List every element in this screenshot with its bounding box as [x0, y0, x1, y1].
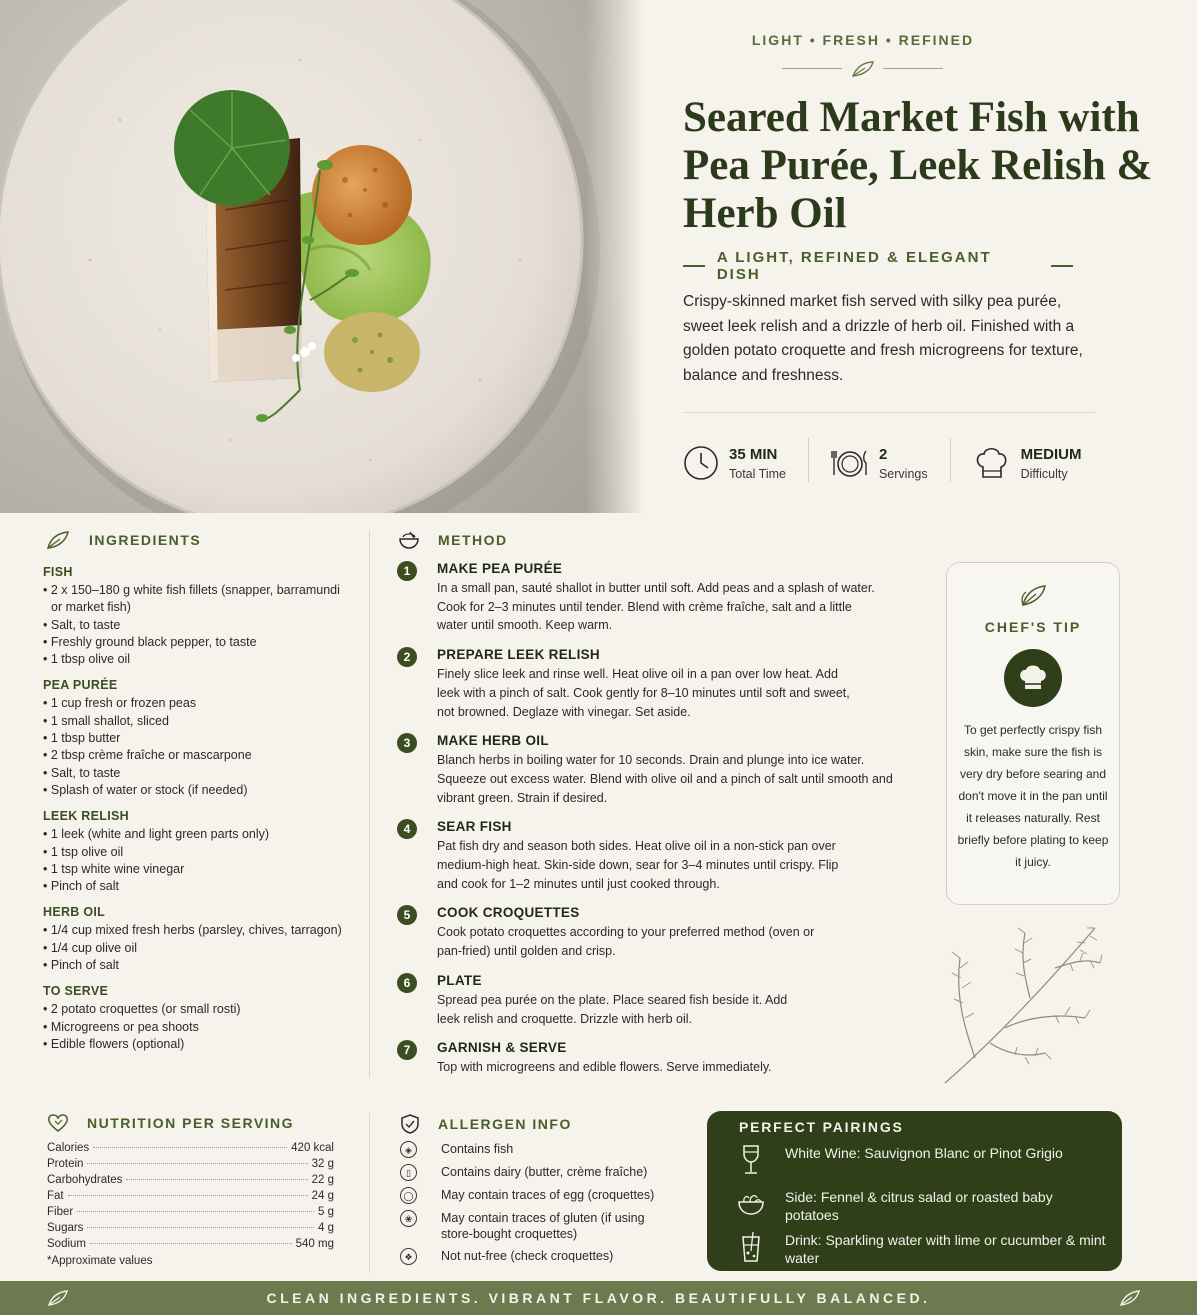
ingredient-group-leek-relish: LEEK RELISH • 1 leek (white and light green parts only) • 1 tsp olive oil • 1 tsp white wine vinegar • Pinch of salt: [43, 809, 353, 895]
method-steps: [397, 561, 907, 1089]
clock-icon: [683, 445, 719, 481]
list-item: • 1 small shallot, sliced: [43, 713, 353, 730]
list-item: ❖ Not nut-free (check croquettes): [400, 1248, 690, 1265]
leaf-icon: [45, 530, 71, 550]
list-item: • Edible flowers (optional): [43, 1036, 353, 1053]
chef-hat-icon: [1017, 663, 1049, 693]
list-item: • Splash of water or stock (if needed): [43, 782, 353, 799]
method-step: [397, 733, 907, 807]
list-item: • 1 tsp olive oil: [43, 844, 353, 861]
step-text: Blanch herbs in boiling water for 10 seconds. Drain and plunge into ice water. Squeeze out excess water. Blend with olive oil and a pinch of salt until smooth and vibrant green. Strain if desired.: [437, 753, 893, 805]
plated-fish-illustration: [0, 0, 645, 513]
leaf-icon: [851, 60, 875, 78]
list-item: • Salt, to taste: [43, 765, 353, 782]
step-text: In a small pan, sauté shallot in butter until soft. Add peas and a splash of water. Cook for 2–3 minutes until tender. Blend with crème fraîche, salt and a little water until smooth. Keep warm.: [437, 581, 875, 633]
step-title: PLATE: [437, 972, 482, 988]
list-item: • Pinch of salt: [43, 957, 353, 974]
heart-icon: [47, 1113, 69, 1133]
fish-icon: ◈: [400, 1141, 417, 1158]
dish-description: Crispy-skinned market fish served with silky pea purée, sweet leek relish and a drizzle of herb oil. Finished with a golden potato croquette and fresh microgreens for texture, balance and freshness.: [683, 293, 1083, 384]
list-item: • 1/4 cup mixed fresh herbs (parsley, chives, tarragon): [43, 922, 353, 939]
salad-bowl-icon: [737, 1188, 765, 1220]
list-item: • 2 x 150–180 g white fish fillets (snapper, barramundi or market fish): [43, 582, 353, 617]
divider: [782, 68, 842, 69]
nutrition-heading: NUTRITION PER SERVING: [47, 1113, 294, 1133]
table-row: Fat 24 g: [47, 1190, 334, 1202]
leaf-icon: [1119, 1289, 1141, 1307]
stat-servings: [831, 438, 928, 488]
step-title: MAKE PEA PURÉE: [437, 561, 563, 576]
page-title: Seared Market Fish with Pea Purée, Leek Relish & Herb Oil: [683, 94, 1153, 237]
stat-label: Servings: [878, 466, 928, 481]
hero-section: [0, 0, 1197, 513]
method-step: [397, 973, 907, 1028]
stat-value: MEDIUM: [1020, 445, 1082, 463]
divider: [883, 68, 943, 69]
table-row: Carbohydrates 22 g: [47, 1174, 334, 1186]
dish-photo: [0, 0, 645, 513]
stat-value: 2: [878, 445, 888, 463]
list-item: • 1 tsp white wine vinegar: [43, 861, 353, 878]
list-item: • 1 cup fresh or frozen peas: [43, 695, 353, 712]
method-step: [397, 819, 907, 893]
allergen-list: [400, 1141, 690, 1271]
method-step: [397, 561, 907, 635]
footer-banner: [0, 1281, 1197, 1315]
step-text: Cook potato croquettes according to your preferred method (oven or pan-fried) until golden and crisp.: [437, 925, 815, 959]
method-step: [397, 647, 907, 721]
step-number: 4: [397, 819, 417, 839]
nut-icon: ❖: [400, 1248, 417, 1265]
list-item: • 2 tbsp crème fraîche or mascarpone: [43, 747, 353, 764]
step-title: MAKE HERB OIL: [437, 733, 549, 749]
step-title: GARNISH & SERVE: [437, 1040, 567, 1056]
ingredient-group-herb-oil: HERB OIL • 1/4 cup mixed fresh herbs (parsley, chives, tarragon) • 1/4 cup olive oil • Pinch of salt: [43, 905, 353, 974]
pairing-item: White Wine: Sauvignon Blanc or Pinot Grigio: [737, 1144, 1107, 1176]
step-number: 1: [397, 561, 417, 581]
herb-sprig-illustration: [935, 918, 1105, 1088]
table-row: Protein 32 g: [47, 1158, 334, 1170]
allergen-heading: ALLERGEN INFO: [400, 1113, 572, 1135]
subtitle-text: A LIGHT, REFINED & ELEGANT DISH: [716, 249, 992, 283]
list-item: ◈ Contains fish: [400, 1141, 690, 1158]
list-item: ▯ Contains dairy (butter, crème fraîche): [400, 1164, 690, 1181]
chef-hat-badge: [1004, 649, 1062, 707]
stat-value: 35 MIN: [729, 445, 778, 463]
nutrition-table: [47, 1140, 334, 1267]
list-item: • 1 tbsp butter: [43, 730, 353, 747]
nutrition-note: *Approximate values: [47, 1255, 153, 1267]
pairing-item: Drink: Sparkling water with lime or cucumber & mint water: [737, 1231, 1107, 1267]
list-item: • Microgreens or pea shoots: [43, 1019, 353, 1036]
ingredient-group-fish: FISH • 2 x 150–180 g white fish fillets (snapper, barramundi or market fish) • Salt, to taste • Freshly ground black pepper, to taste • 1 tbsp olive oil: [43, 565, 353, 668]
method-heading: METHOD: [398, 530, 508, 550]
step-number: 6: [397, 973, 417, 993]
plate-icon: [831, 445, 869, 481]
footer-text: CLEAN INGREDIENTS. VIBRANT FLAVOR. BEAUTIFULLY BALANCED.: [266, 1290, 931, 1306]
step-text: Finely slice leek and rinse well. Heat olive oil in a pan over low heat. Add leek with a pinch of salt. Cook gently for 8–10 minutes until soft and sweet, not browned. Deglaze with vinegar. Set aside.: [437, 667, 850, 719]
stat-label: Total Time: [729, 466, 786, 481]
gluten-icon: ❀: [400, 1210, 417, 1227]
subtitle: [683, 249, 1073, 283]
step-title: COOK CROQUETTES: [437, 905, 580, 921]
stat-label: Difficulty: [1020, 466, 1068, 481]
divider: [369, 1113, 370, 1273]
dairy-icon: ▯: [400, 1164, 417, 1181]
chef-tip-card: [946, 562, 1120, 905]
divider: [683, 412, 1095, 413]
list-item: • 2 potato croquettes (or small rosti): [43, 1001, 353, 1018]
step-title: PREPARE LEEK RELISH: [437, 647, 600, 663]
step-text: Spread pea purée on the plate. Place seared fish beside it. Add leek relish and croquette. Drizzle with herb oil.: [437, 992, 788, 1026]
table-row: Calories 420 kcal: [47, 1142, 334, 1154]
step-text: Top with microgreens and edible flowers. Serve immediately.: [437, 1060, 772, 1075]
method-step: [397, 1040, 907, 1077]
egg-icon: ◯: [400, 1187, 417, 1204]
drink-glass-icon: [737, 1231, 765, 1263]
leaf-icon: [47, 1289, 69, 1307]
list-item: • 1/4 cup olive oil: [43, 940, 353, 957]
shield-icon: [400, 1113, 420, 1135]
step-text: Pat fish dry and season both sides. Heat olive oil in a non-stick pan over medium-high heat. Skin-side down, sear for 3–4 minutes until crispy. Flip and cook for 1–2 minutes until just cooked through.: [437, 839, 839, 891]
tagline: LIGHT • FRESH • REFINED: [751, 32, 975, 48]
table-row: Sodium 540 mg: [47, 1238, 334, 1250]
step-number: 3: [397, 733, 417, 753]
chef-tip-text: To get perfectly crispy fish skin, make sure the fish is very dry before searing and don't move it in the pan until it releases naturally. Rest briefly before plating to keep it juicy.: [957, 723, 1109, 869]
table-row: Fiber 5 g: [47, 1206, 334, 1218]
list-item: • Pinch of salt: [43, 878, 353, 895]
list-item: • 1 tbsp olive oil: [43, 651, 353, 668]
list-item: • Salt, to taste: [43, 617, 353, 634]
bowl-icon: [398, 530, 420, 550]
table-row: Sugars 4 g: [47, 1222, 334, 1234]
list-item: ❀ May contain traces of gluten (if using store-bought croquettes): [400, 1210, 660, 1242]
step-title: SEAR FISH: [437, 819, 512, 835]
step-number: 2: [397, 647, 417, 667]
ingredient-group-pea-puree: PEA PURÉE • 1 cup fresh or frozen peas • 1 small shallot, sliced • 1 tbsp butter • 2 tbsp crème fraîche or mascarpone • Salt, to taste • Splash of water or stock (if needed): [43, 678, 353, 799]
wine-glass-icon: [737, 1144, 765, 1176]
ingredients-heading: INGREDIENTS: [45, 530, 201, 550]
chef-hat-icon: [973, 445, 1011, 481]
list-item: ◯ May contain traces of egg (croquettes): [400, 1187, 690, 1204]
step-number: 5: [397, 905, 417, 925]
chef-tip-title: CHEF'S TIP: [984, 619, 1082, 635]
stat-time: [683, 438, 786, 488]
ingredient-group-to-serve: TO SERVE • 2 potato croquettes (or small rosti) • Microgreens or pea shoots • Edible flowers (optional): [43, 984, 353, 1053]
pairings-title: PERFECT PAIRINGS: [739, 1119, 904, 1135]
method-step: [397, 905, 907, 960]
stat-difficulty: [973, 438, 1082, 488]
pairing-item: Side: Fennel & citrus salad or roasted baby potatoes: [737, 1188, 1107, 1224]
leaf-icon: [1019, 583, 1049, 607]
pairings-card: [707, 1111, 1122, 1271]
recipe-stats: [683, 438, 1113, 488]
list-item: • 1 leek (white and light green parts only): [43, 826, 353, 843]
ingredients-list: [43, 565, 353, 1063]
step-number: 7: [397, 1040, 417, 1060]
divider: [369, 530, 370, 1078]
list-item: • Freshly ground black pepper, to taste: [43, 634, 353, 651]
